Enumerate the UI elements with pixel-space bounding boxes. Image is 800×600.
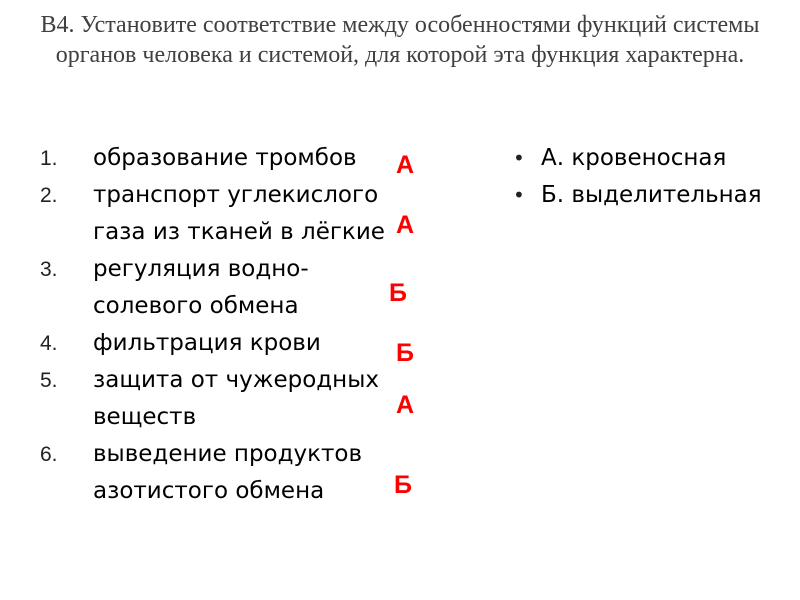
function-item-2	[0, 177, 403, 251]
system-text-b: Б. выделительная	[541, 182, 762, 208]
answer-2: А	[396, 211, 415, 239]
answer-6: Б	[394, 471, 412, 499]
systems-list	[513, 140, 771, 214]
function-item-3	[0, 251, 403, 325]
function-text-3: регуляция водно-солевого обмена	[93, 256, 309, 319]
function-item-5	[0, 362, 403, 436]
answer-3: Б	[389, 279, 407, 307]
function-number-2: 2.	[40, 184, 58, 207]
title-line-1: В4. Установите соответствие между особенностями функций системы	[40, 12, 760, 38]
system-item-b	[513, 177, 771, 214]
function-number-3: 3.	[40, 258, 58, 281]
system-text-a: А. кровеносная	[541, 145, 727, 171]
answer-4: Б	[396, 339, 414, 367]
function-number-6: 6.	[40, 443, 58, 466]
bullet-icon: •	[513, 183, 525, 207]
function-text-2: транспорт углекислого газа из тканей в лёгкие	[93, 182, 385, 245]
system-item-a	[513, 140, 771, 177]
function-text-5: защита от чужеродных веществ	[93, 367, 379, 430]
function-item-1	[0, 140, 403, 177]
function-number-1: 1.	[40, 147, 58, 170]
function-number-4: 4.	[40, 332, 58, 355]
slide-title	[30, 10, 770, 70]
function-text-6: выведение продуктов азотистого обмена	[93, 441, 363, 504]
function-text-1: образование тромбов	[93, 145, 357, 171]
answer-5: А	[396, 391, 415, 419]
function-number-5: 5.	[40, 369, 58, 392]
answer-1: А	[396, 151, 415, 179]
function-text-4: фильтрация крови	[93, 330, 321, 356]
functions-list	[0, 140, 403, 510]
title-line-2: органов человека и системой, для которой эта функция характерна.	[55, 42, 745, 68]
function-item-6	[0, 436, 403, 510]
function-item-4	[0, 325, 403, 362]
bullet-icon: •	[513, 146, 525, 170]
